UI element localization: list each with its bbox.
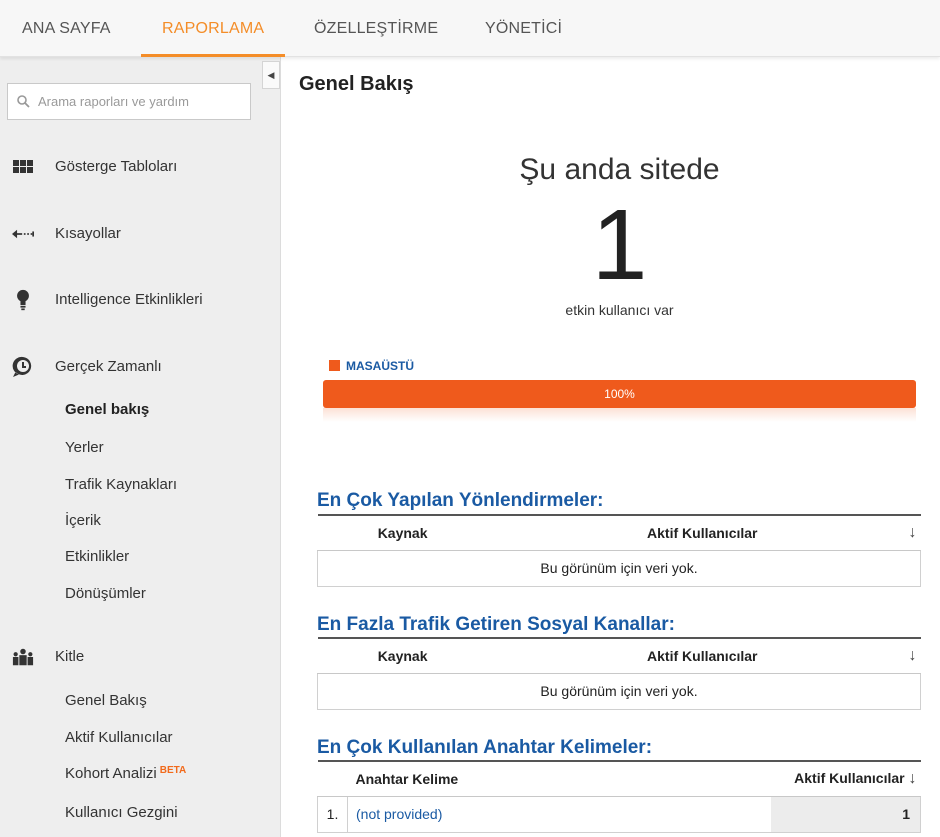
- referrals-table: [317, 514, 921, 587]
- column-header-label: Aktif Kullanıcılar: [794, 769, 905, 786]
- sidebar-item-active-users[interactable]: Aktif Kullanıcılar: [65, 729, 173, 746]
- search-icon: [17, 95, 30, 108]
- sidebar-item-locations[interactable]: Yerler: [65, 439, 104, 456]
- column-header-source[interactable]: Kaynak: [318, 515, 428, 550]
- social-title: En Fazla Trafik Getiren Sosyal Kanallar:: [317, 614, 675, 635]
- sidebar-item-realtime[interactable]: [0, 351, 280, 381]
- arrow-left-dots-icon: [12, 223, 34, 245]
- sidebar-item-shortcuts[interactable]: [0, 218, 280, 248]
- sidebar-item-label: Kohort Analizi: [65, 765, 157, 782]
- sidebar-item-label: Kitle: [55, 648, 85, 665]
- top-navigation: [0, 0, 940, 57]
- active-users-caption: etkin kullanıcı var: [565, 302, 674, 318]
- arrow-down-icon: ↓: [908, 523, 917, 541]
- sort-button[interactable]: [758, 638, 921, 673]
- tab-home[interactable]: ANA SAYFA: [22, 20, 111, 37]
- empty-message: Bu görünüm için veri yok.: [318, 673, 921, 709]
- column-header-keyword[interactable]: Anahtar Kelime: [348, 761, 771, 796]
- row-index: 1.: [318, 796, 348, 832]
- column-header-active-users[interactable]: Aktif Kullanıcılar: [428, 515, 758, 550]
- arrow-down-icon: ↓: [908, 769, 917, 787]
- column-header-active-users[interactable]: Aktif Kullanıcılar: [428, 638, 758, 673]
- column-header-active-users[interactable]: [771, 761, 921, 796]
- tab-admin[interactable]: YÖNETİCİ: [485, 20, 563, 37]
- triangle-left-icon: ◀: [267, 70, 275, 80]
- sidebar-item-conversions[interactable]: Dönüşümler: [65, 585, 146, 602]
- sidebar-item-events[interactable]: Etkinlikler: [65, 548, 130, 565]
- beta-badge: BETA: [159, 765, 187, 776]
- search-input[interactable]: [38, 84, 246, 119]
- sidebar-item-label: Kısayollar: [55, 225, 121, 242]
- legend-swatch: [329, 360, 340, 371]
- sort-button[interactable]: [758, 515, 921, 550]
- sidebar-item-label: Gerçek Zamanlı: [55, 358, 162, 375]
- arrow-down-icon: ↓: [908, 646, 917, 664]
- sidebar-item-traffic-sources[interactable]: Trafik Kaynakları: [65, 476, 177, 493]
- clock-icon: [12, 356, 34, 378]
- sidebar-item-dashboards[interactable]: [0, 151, 280, 181]
- table-header-row: [318, 515, 921, 550]
- page-title: Genel Bakış: [299, 73, 414, 95]
- keywords-title: En Çok Kullanılan Anahtar Kelimeler:: [317, 737, 653, 758]
- search-box: [7, 83, 251, 120]
- sidebar-item-audience-overview[interactable]: Genel Bakış: [65, 692, 147, 709]
- empty-message: Bu görünüm için veri yok.: [318, 550, 921, 586]
- keyword-link[interactable]: (not provided): [356, 806, 443, 822]
- main-content: [282, 57, 940, 837]
- device-share-bar-reflection: [323, 408, 916, 422]
- keyword-cell: [348, 796, 771, 832]
- table-row: [318, 550, 921, 586]
- sidebar-item-user-explorer[interactable]: Kullanıcı Gezgini: [65, 804, 178, 821]
- sidebar-item-cohort-analysis[interactable]: [65, 765, 186, 782]
- device-share-bar: 100%: [323, 380, 916, 408]
- grid-icon: [12, 156, 34, 178]
- social-table: [317, 637, 921, 710]
- column-header-source[interactable]: Kaynak: [318, 638, 428, 673]
- active-users-cell: 1: [771, 796, 921, 832]
- lightbulb-icon: [12, 289, 34, 311]
- sidebar-collapse-button[interactable]: [262, 61, 280, 89]
- device-legend-label: MASAÜSTÜ: [346, 359, 414, 373]
- realtime-heading: Şu anda sitede: [519, 153, 720, 186]
- people-icon: [12, 646, 34, 668]
- sidebar-item-label: Gösterge Tabloları: [55, 158, 178, 175]
- sidebar-item-label: Intelligence Etkinlikleri: [55, 291, 203, 308]
- referrals-title: En Çok Yapılan Yönlendirmeler:: [317, 490, 604, 511]
- device-legend: [329, 359, 414, 373]
- table-header-row: [318, 638, 921, 673]
- keywords-table: [317, 760, 921, 833]
- sidebar-item-content[interactable]: İçerik: [65, 512, 101, 529]
- table-row: [318, 673, 921, 709]
- table-row: [318, 796, 921, 832]
- sidebar: [0, 57, 281, 837]
- sidebar-item-realtime-overview[interactable]: Genel bakış: [65, 401, 150, 418]
- tab-customization[interactable]: ÖZELLEŞTİRME: [314, 20, 439, 37]
- sidebar-item-audience[interactable]: [0, 641, 280, 671]
- sidebar-item-intelligence[interactable]: [0, 284, 280, 314]
- tab-reporting[interactable]: RAPORLAMA: [141, 0, 285, 57]
- table-header-row: [318, 761, 921, 796]
- active-users-count: 1: [591, 189, 648, 301]
